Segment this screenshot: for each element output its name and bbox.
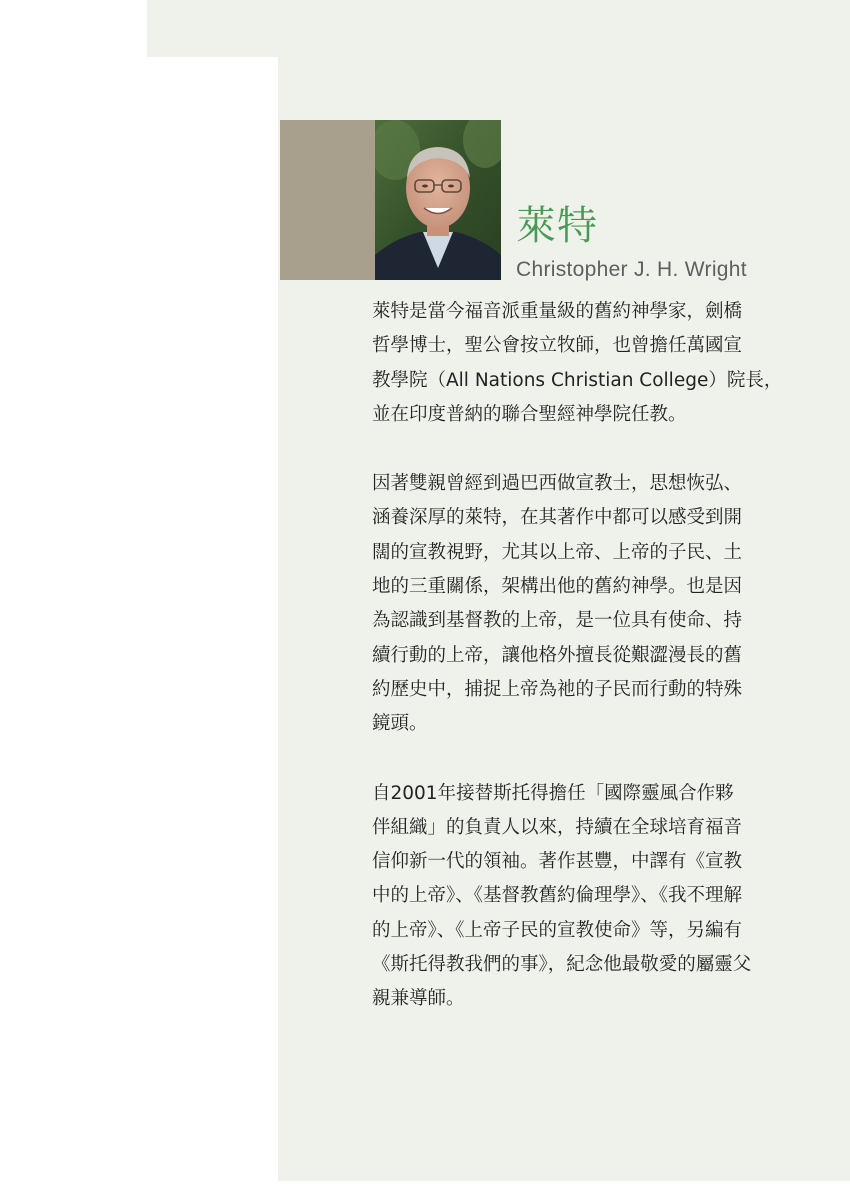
bio-line: 中的上帝》、《基督教舊約倫理學》、《我不理解 xyxy=(372,885,743,907)
biography-text xyxy=(372,295,783,1052)
bio-line: 哲學博士，聖公會按立牧師，也曾擔任萬國宣 xyxy=(372,335,743,357)
bio-line: 約歷史中，捕捉上帝為祂的子民而行動的特殊 xyxy=(372,678,743,700)
bio-line: 鏡頭。 xyxy=(372,713,428,735)
decorative-gray-block xyxy=(280,120,375,280)
bio-line: 《斯托得教我們的事》，紀念他最敬愛的屬靈父 xyxy=(372,954,752,976)
bio-line: 伴組織」的負責人以來，持續在全球培育福音 xyxy=(372,816,743,838)
top-background-band xyxy=(147,0,850,57)
author-name-chinese: 萊特 xyxy=(516,203,598,249)
bio-line: 續行動的上帝，讓他格外擅長從艱澀漫長的舊 xyxy=(372,644,743,666)
bio-line: 自2001年接替斯托得擔任「國際靈風合作夥 xyxy=(372,782,734,804)
bio-line: 教學院（All Nations Christian College）院長， xyxy=(372,369,783,391)
bio-paragraph xyxy=(372,467,772,741)
author-name-english: Christopher J. H. Wright xyxy=(516,258,747,281)
bio-line: 為認識到基督教的上帝，是一位具有使命、持 xyxy=(372,610,743,632)
bio-line: 闊的宣教視野，尤其以上帝、上帝的子民、土 xyxy=(372,541,743,563)
bio-line: 涵養深厚的萊特，在其著作中都可以感受到開 xyxy=(372,507,743,529)
bio-line: 親兼導師。 xyxy=(372,988,465,1010)
bio-line: 地的三重關係，架構出他的舊約神學。也是因 xyxy=(372,576,743,598)
author-photo xyxy=(375,120,501,280)
bio-paragraph xyxy=(372,777,772,1017)
bio-line: 的上帝》、《上帝子民的宣教使命》等，另編有 xyxy=(372,919,743,941)
bio-line: 萊特是當今福音派重量級的舊約神學家，劍橋 xyxy=(372,301,743,322)
bio-line: 並在印度普納的聯合聖經神學院任教。 xyxy=(372,403,687,425)
bio-paragraph xyxy=(372,295,783,432)
bio-line: 信仰新一代的領袖。著作甚豐，中譯有《宣教 xyxy=(372,851,743,873)
bio-line: 因著雙親曾經到過巴西做宣教士，思想恢弘、 xyxy=(372,473,743,495)
